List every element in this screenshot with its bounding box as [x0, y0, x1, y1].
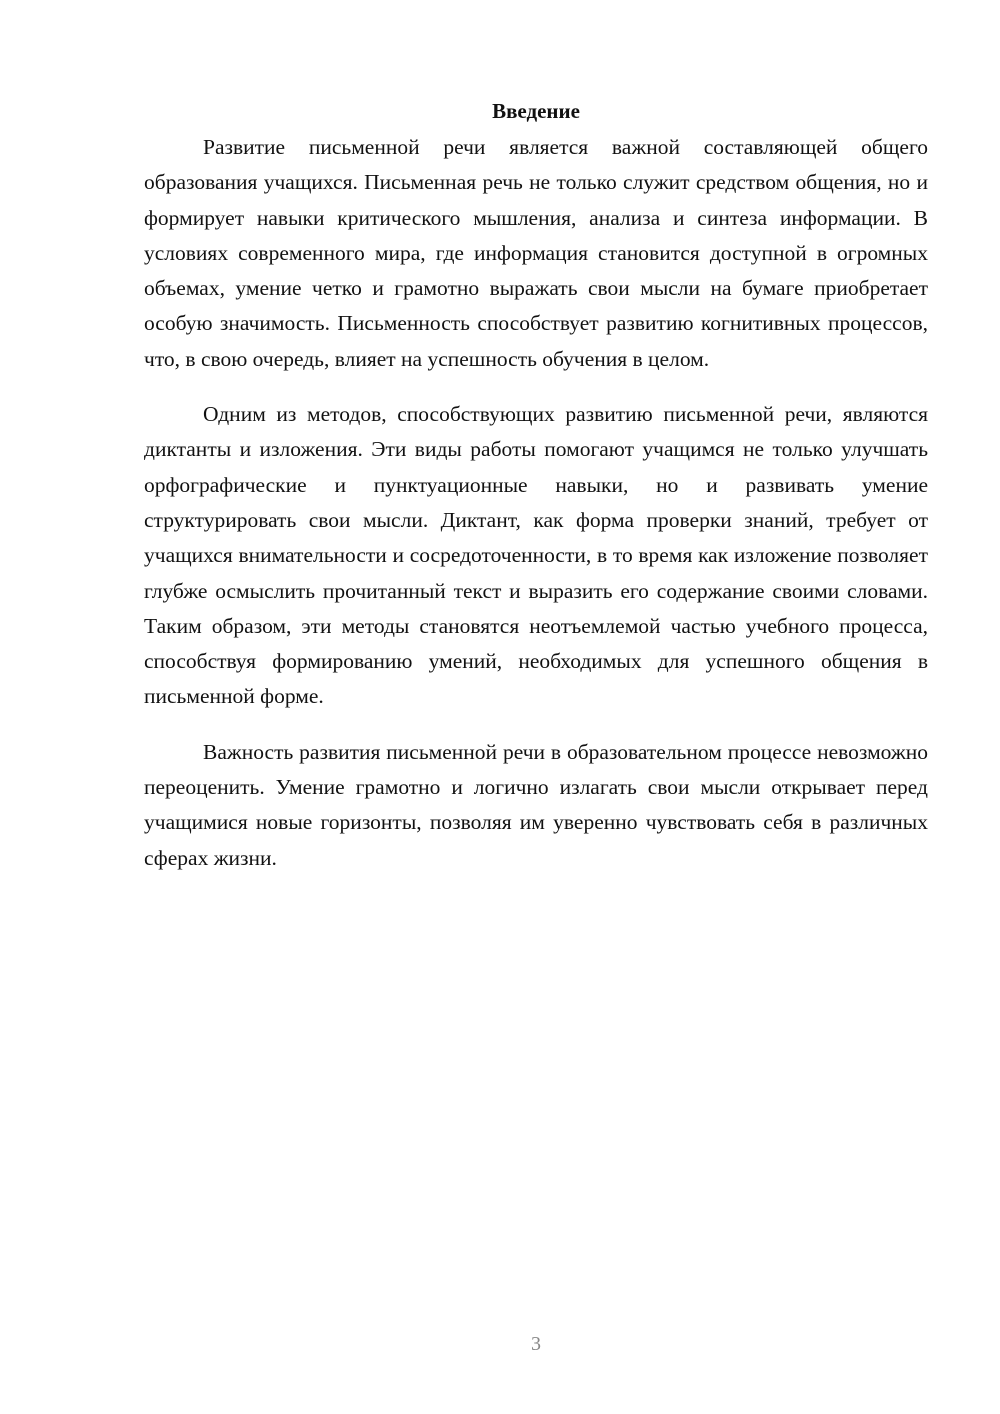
paragraph-3: Важность развития письменной речи в образовательном процессе невозможно переоценить. Умение грамотно и логично излагать свои мысли открывает перед учащимися новые горизонты, позволяя им уверенно чувствовать себя в различных сферах жизни. [144, 739, 928, 870]
page-content [144, 96, 928, 896]
paragraph-1: Развитие письменной речи является важной составляющей общего образования учащихся. Письменная речь не только служит средством общения, но и формирует навыки критического мышления, анализа и синтеза информации. В условиях современного мира, где информация становится доступной в огромных объемах, умение четко и грамотно выражать свои мысли на бумаге приобретает особую значимость. Письменность способствует развитию когнитивных процессов, что, в свою очередь, влияет на успешность обучения в целом. [144, 135, 928, 371]
paragraph-2: Одним из методов, способствующих развитию письменной речи, являются диктанты и изложения. Эти виды работы помогают учащимся не только улучшать орфографические и пунктуационные навыки, но и развивать умение структурировать свои мысли. Диктант, как форма проверки знаний, требует от учащихся внимательности и сосредоточенности, в то время как изложение позволяет глубже осмыслить прочитанный текст и выразить его содержание своими словами. Таким образом, эти методы становятся неотъемлемой частью учебного процесса, способствуя формированию умений, необходимых для успешного общения в письменной форме. [144, 402, 928, 709]
section-title: Введение [492, 99, 580, 123]
page-number: 3 [531, 1333, 541, 1355]
